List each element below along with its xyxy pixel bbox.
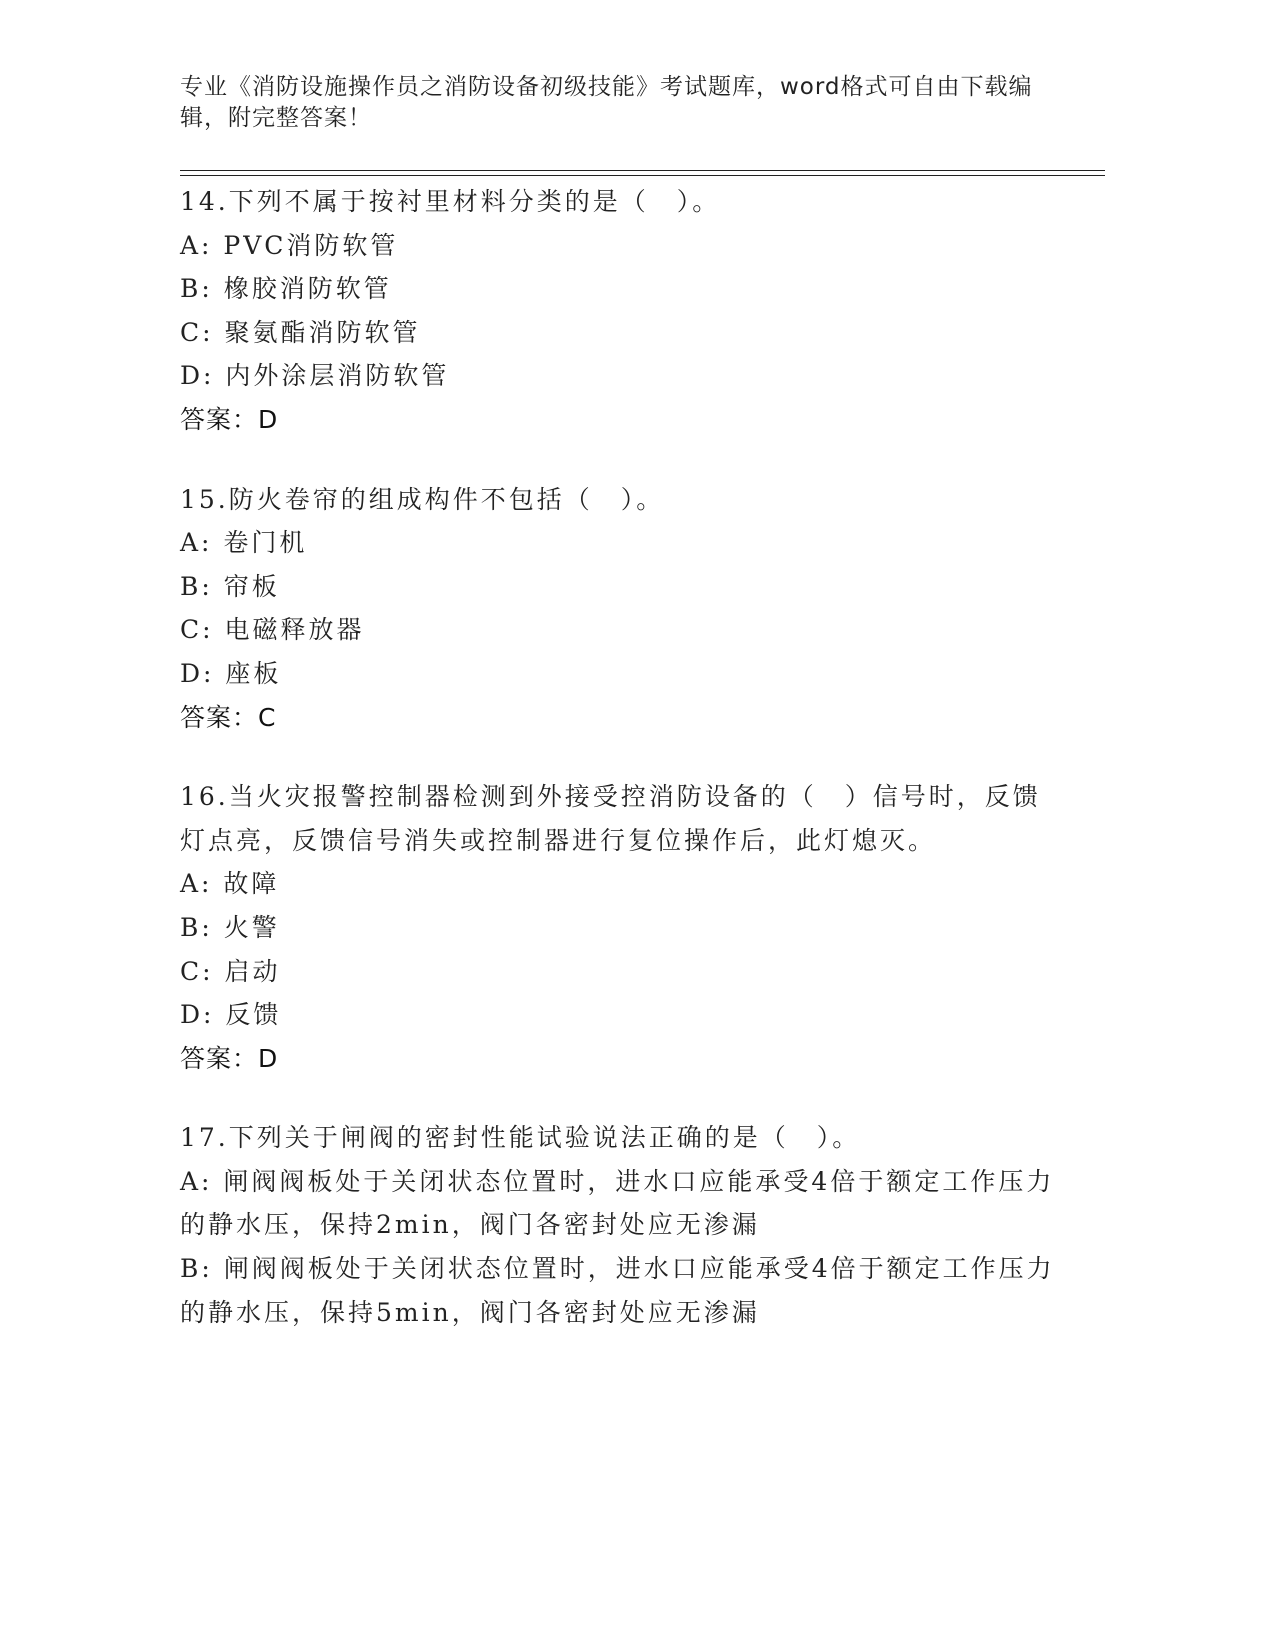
option-a: A: 故障 (180, 869, 280, 899)
question-list (180, 180, 1060, 1370)
answer-line: 答案：D (180, 404, 279, 434)
question-17 (180, 1116, 1060, 1334)
question-16 (180, 775, 1060, 1080)
document-header: 专业《消防设施操作员之消防设备初级技能》考试题库，word格式可自由下载编辑，附完整答案！ (180, 74, 1033, 131)
option-b: B: 橡胶消防软管 (180, 274, 392, 304)
answer-line: 答案：C (180, 702, 277, 732)
option-b: B: 火警 (180, 912, 280, 942)
header-divider-top (180, 170, 1105, 171)
question-stem: 17.下列关于闸阀的密封性能试验说法正确的是（ ）。 (180, 1123, 861, 1153)
question-15 (180, 478, 1060, 740)
header-divider-bottom (180, 175, 1105, 176)
answer-line: 答案：D (180, 1043, 279, 1073)
question-stem: 14.下列不属于按衬里材料分类的是（ ）。 (180, 187, 721, 216)
option-a: A: 卷门机 (180, 528, 308, 558)
question-14 (180, 180, 1060, 442)
option-d: D: 内外涂层消防软管 (180, 361, 450, 391)
option-a: A: 闸阀阀板处于关闭状态位置时，进水口应能承受4倍于额定工作压力的静水压，保持2min，阀门各密封处应无渗漏 (180, 1166, 1055, 1240)
question-stem: 16.当火灾报警控制器检测到外接受控消防设备的（ ）信号时，反馈灯点亮，反馈信号消失或控制器进行复位操作后，此灯熄灭。 (180, 782, 1041, 855)
option-c: C: 启动 (180, 956, 281, 986)
option-d: D: 座板 (180, 658, 282, 688)
question-stem: 15.防火卷帘的组成构件不包括（ ）。 (180, 484, 665, 514)
option-c: C: 电磁释放器 (180, 615, 365, 645)
option-c: C: 聚氨酯消防软管 (180, 317, 421, 347)
option-b: B: 闸阀阀板处于关闭状态位置时，进水口应能承受4倍于额定工作压力的静水压，保持5min，阀门各密封处应无渗漏 (180, 1254, 1055, 1327)
option-b: B: 帘板 (180, 571, 280, 601)
option-a: A: PVC消防软管 (180, 230, 399, 260)
option-d: D: 反馈 (180, 1000, 282, 1030)
